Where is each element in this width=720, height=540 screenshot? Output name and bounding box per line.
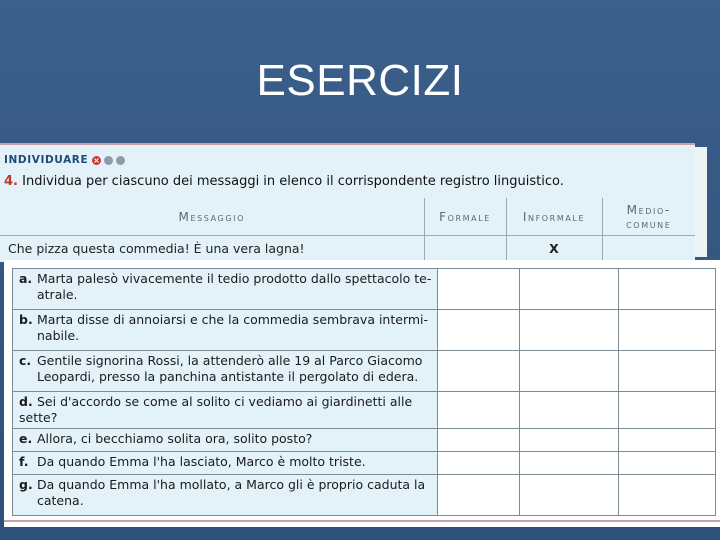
item-message	[13, 429, 438, 452]
column-header-medium: Medio- comune	[602, 198, 695, 236]
instruction-text: Individua per ciascuno dei messaggi in elenco il corrispondente registro linguistico.	[22, 174, 564, 189]
answer-medium-cell[interactable]	[619, 269, 716, 310]
item-text-line2: Leopardi, presso la panchina antistante il pergolato di edera.	[37, 369, 419, 384]
answer-medium-cell[interactable]	[619, 351, 716, 392]
table-row	[13, 269, 716, 310]
answer-informal-cell[interactable]	[520, 392, 619, 429]
answer-medium-cell[interactable]	[619, 392, 716, 429]
exercise-number: 4.	[4, 174, 18, 189]
answer-formal-cell[interactable]	[438, 269, 520, 310]
item-message	[13, 310, 438, 351]
column-header-informal: Informale	[506, 198, 602, 236]
answer-formal-cell[interactable]	[438, 429, 520, 452]
example-formal-cell	[424, 236, 506, 261]
items-table	[12, 268, 716, 516]
answer-formal-cell[interactable]	[438, 392, 520, 429]
item-message	[13, 452, 438, 475]
item-text-line1: Marta palesò vivacemente il tedio prodotto dallo spettacolo te-	[37, 271, 432, 286]
item-message	[13, 351, 438, 392]
item-text-line1: Da quando Emma l'ha mollato, a Marco gli è proprio caduta la	[37, 477, 426, 492]
example-message: Che pizza questa commedia! È una vera lagna!	[8, 240, 305, 256]
answer-medium-cell[interactable]	[619, 452, 716, 475]
answer-formal-cell[interactable]	[438, 351, 520, 392]
answer-formal-cell[interactable]	[438, 452, 520, 475]
item-message	[13, 475, 438, 516]
column-header-formal: Formale	[424, 198, 506, 236]
item-text-line1: Marta disse di annoiarsi e che la commedia sembrava intermi-	[37, 312, 429, 327]
column-header-message: Messaggio	[0, 198, 424, 236]
example-medium-cell	[602, 236, 695, 261]
difficulty-dot-icon	[116, 156, 125, 165]
item-letter: b.	[19, 312, 33, 327]
item-text-line1: Sei d'accordo se come al solito ci vediamo ai giardinetti alle sette?	[19, 394, 413, 425]
answer-medium-cell[interactable]	[619, 429, 716, 452]
table-row	[13, 429, 716, 452]
item-text-line1: Allora, ci becchiamo solita ora, solito posto?	[37, 431, 313, 446]
exercise-header-panel	[0, 143, 695, 262]
table-row	[13, 351, 716, 392]
item-letter: a.	[19, 271, 33, 286]
answer-formal-cell[interactable]	[438, 310, 520, 351]
answer-formal-cell[interactable]	[438, 475, 520, 516]
answer-informal-cell[interactable]	[520, 269, 619, 310]
item-letter: d.	[19, 394, 33, 409]
exercise-instruction	[4, 174, 564, 189]
difficulty-dot-active-icon: ×	[93, 155, 101, 165]
item-text-line2: catena.	[37, 493, 84, 508]
panel-divider	[4, 520, 720, 522]
item-message	[13, 392, 438, 429]
panel-edge	[695, 147, 707, 257]
section-label: INDIVIDUARE	[4, 154, 89, 166]
exercise-items-panel	[4, 260, 720, 527]
table-row	[13, 310, 716, 351]
item-letter: c.	[19, 353, 32, 368]
difficulty-indicator	[92, 156, 128, 165]
item-text-line1: Gentile signorina Rossi, la attenderò alle 19 al Parco Giacomo	[37, 353, 423, 368]
section-heading	[4, 154, 128, 166]
item-letter: e.	[19, 431, 33, 446]
item-message	[13, 269, 438, 310]
table-row	[13, 475, 716, 516]
item-text-line2: atrale.	[37, 287, 78, 302]
item-letter: g.	[19, 477, 33, 492]
item-text-line2: nabile.	[37, 328, 80, 343]
answer-medium-cell[interactable]	[619, 310, 716, 351]
table-row	[13, 452, 716, 475]
difficulty-dot-icon	[104, 156, 113, 165]
answer-medium-cell[interactable]	[619, 475, 716, 516]
answer-informal-cell[interactable]	[520, 429, 619, 452]
item-letter: f.	[19, 454, 29, 469]
answer-informal-cell[interactable]	[520, 475, 619, 516]
item-text-line1: Da quando Emma l'ha lasciato, Marco è molto triste.	[37, 454, 366, 469]
answer-informal-cell[interactable]	[520, 310, 619, 351]
table-row	[13, 392, 716, 429]
slide-title: ESERCIZI	[256, 56, 464, 105]
register-table-header	[0, 198, 695, 260]
answer-informal-cell[interactable]	[520, 452, 619, 475]
answer-informal-cell[interactable]	[520, 351, 619, 392]
example-informal-mark: X	[506, 236, 602, 261]
